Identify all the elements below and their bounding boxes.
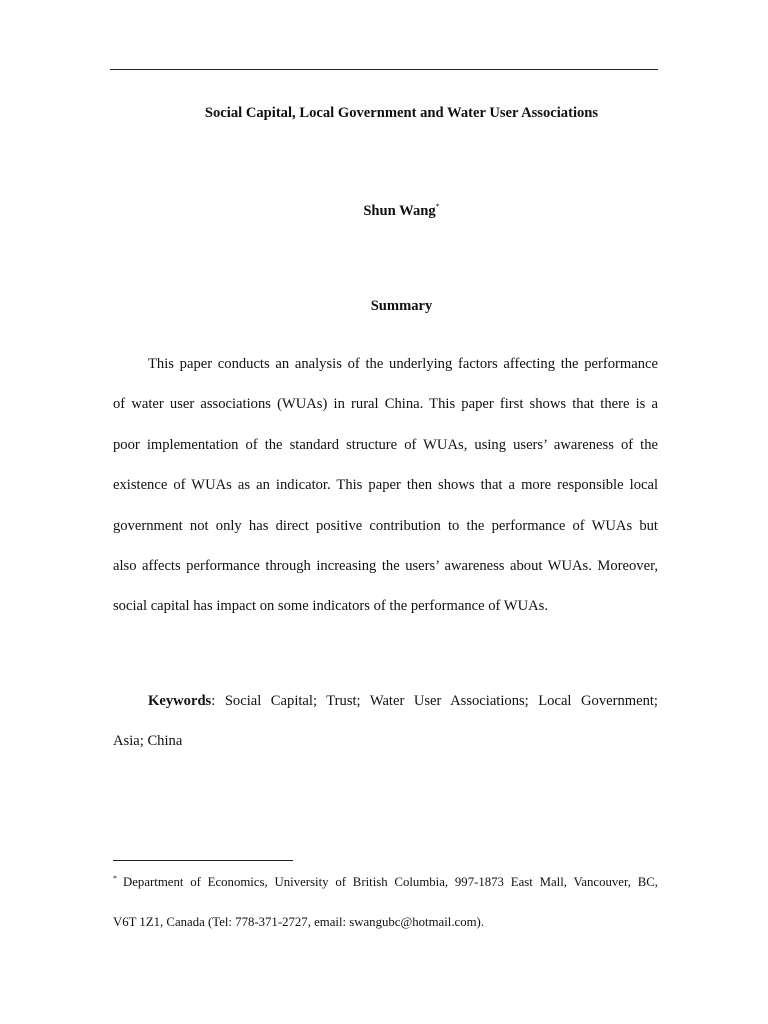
footnote-rule xyxy=(113,860,293,861)
abstract-line: also affects performance through increasing the users’ awareness about WUAs. Moreover, xyxy=(113,557,658,574)
summary-heading: Summary xyxy=(370,298,433,314)
abstract-line: of water user associations (WUAs) in rural China. This paper first shows that there is a xyxy=(113,396,658,413)
abstract-line: government not only has direct positive contribution to the performance of WUAs but xyxy=(113,517,658,534)
footnote-affiliation: Department of Economics, University of British Columbia, 997-1873 East Mall, Vancouver, BC, xyxy=(123,875,658,889)
keywords-block xyxy=(113,681,658,762)
footnote-contact: V6T 1Z1, Canada (Tel: 778-371-2727, email: swangubc@hotmail.com). xyxy=(113,915,485,930)
keywords-line-continued: Asia; China xyxy=(113,733,183,750)
paper-title: Social Capital, Local Government and Water User Associations xyxy=(204,105,599,121)
header-rule xyxy=(110,69,658,70)
abstract-line: poor implementation of the standard structure of WUAs, using users’ awareness of the xyxy=(113,436,658,453)
author-line xyxy=(110,201,693,221)
author-name: Shun Wang xyxy=(363,203,436,219)
keywords-label: Keywords xyxy=(148,693,212,709)
abstract-line: existence of WUAs as an indicator. This paper then shows that a more responsible local xyxy=(113,477,658,494)
abstract-paragraph xyxy=(113,344,658,627)
keywords-line xyxy=(113,681,658,721)
keywords-list: : Social Capital; Trust; Water User Associations; Local Government; xyxy=(211,693,658,709)
author-footnote-marker: * xyxy=(435,202,440,211)
abstract-line: social capital has impact on some indicators of the performance of WUAs. xyxy=(113,598,548,615)
footnote xyxy=(113,865,658,946)
footnote-marker: * xyxy=(113,874,117,883)
footnote-line xyxy=(113,865,658,905)
abstract-line: This paper conducts an analysis of the underlying factors affecting the performance xyxy=(148,356,658,372)
